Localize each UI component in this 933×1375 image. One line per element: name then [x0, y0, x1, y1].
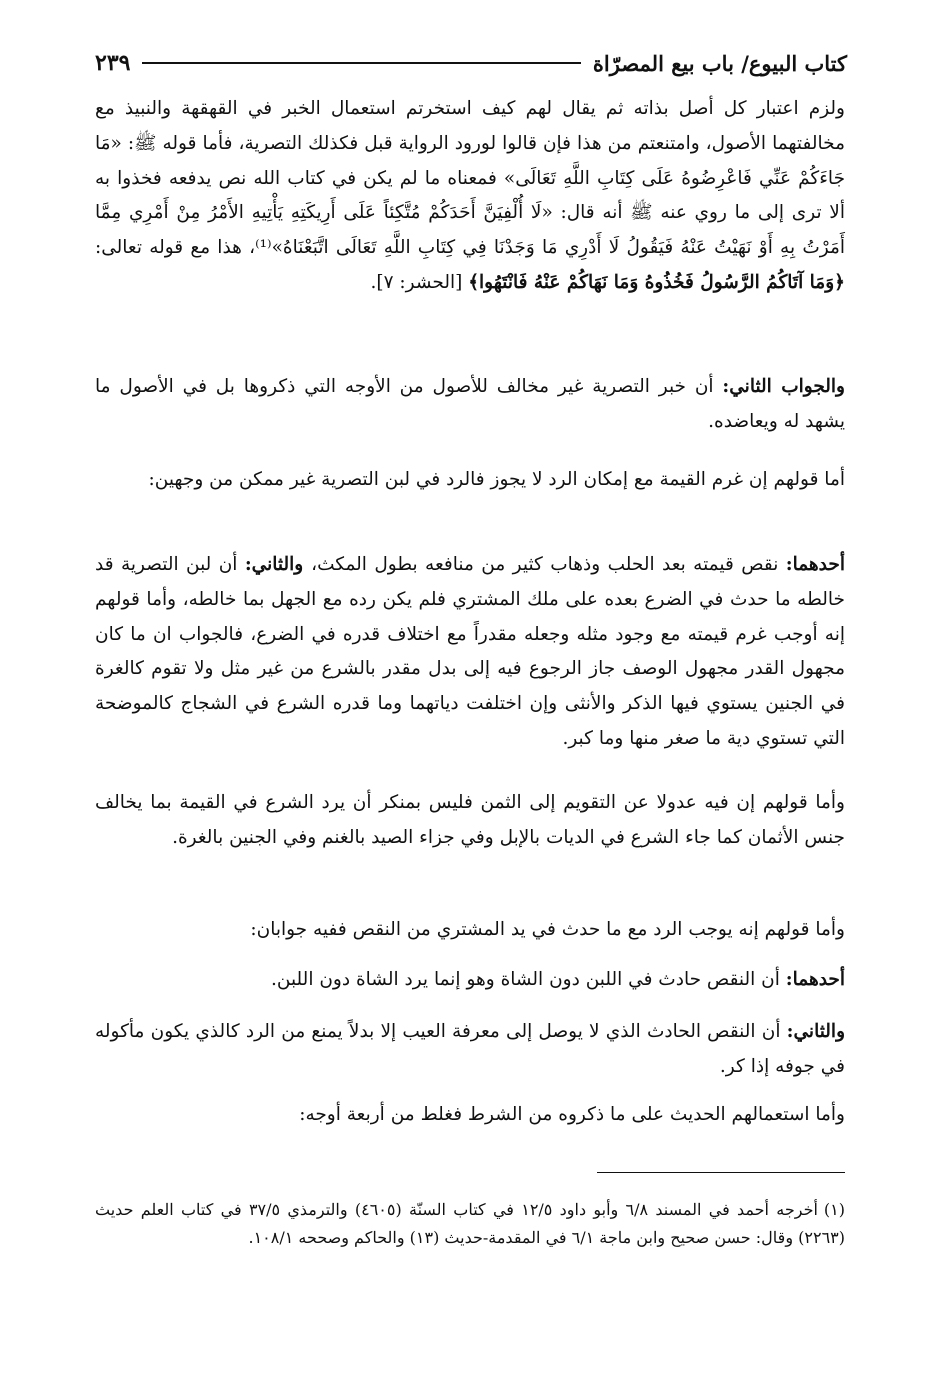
footnote-number: (١): [823, 1200, 846, 1219]
paragraph-lead-second: والثاني:: [244, 554, 312, 575]
paragraph-text: أن النقص حادث في اللبن دون الشاة وهو إنما يرد الشاة دون اللبن.: [271, 969, 786, 990]
paragraph-text: وأما قولهم إنه يوجب الرد مع ما حدث في يد المشتري من النقص ففيه جوابان:: [250, 919, 845, 940]
paragraph-7: [95, 963, 845, 998]
footnote-text: أخرجه أحمد في المسند ٦/٨ وأبو داود ١٢/٥ في كتاب السنّة (٤٦٠٥) والترمذي ٣٧/٥ في كتاب العلم حديث (٢٢٦٣) وقال: حسن صحيح وابن ماجة ٦/١ في المقدمة-حديث (١٣) والحاكم وصححه ١٠٨/١.: [95, 1200, 845, 1247]
paragraph-text: وأما استعمالهم الحديث على ما ذكروه من الشرط فغلط من أربعة أوجه:: [299, 1104, 845, 1125]
paragraph-1: [95, 92, 845, 301]
paragraph-4: [95, 548, 845, 757]
paragraph-text: وأما قولهم إن فيه عدولا عن التقويم إلى الثمن فليس بمنكر أن يرد الشرع في القيمة بما يخالف جنس الأثمان كما جاء الشرع في الديات بالإبل وفي جزاء الصيد بالغنم وفي الجنين بالغرة.: [95, 792, 845, 848]
quran-verse: ﴿وَمَا آتَاكُمُ الرَّسُولُ فَخُذُوهُ وَمَا نَهَاكُمْ عَنْهُ فَانْتَهُوا﴾: [468, 271, 845, 293]
paragraph-text: أما قولهم إن غرم القيمة مع إمكان الرد لا يجوز فالرد في لبن التصرية غير ممكن من وجهين:: [148, 469, 845, 490]
page-header: [95, 46, 847, 80]
paragraph-3: [95, 463, 845, 498]
verse-reference: [الحشر: ٧].: [370, 271, 469, 293]
paragraph-lead: والثاني:: [786, 1021, 845, 1042]
footnote-separator: [597, 1172, 845, 1173]
footnote: [95, 1196, 845, 1252]
paragraph-text-second: أن لبن التصرية قد خالطه ما حدث في الضرع بعده على ملك المشتري فلم يكن رده مع الجهل بما خالطه، وأما قولهم إنه أوجب غرم قيمته مع وجود مثله وجعله مقدراً مع اختلاف قدره في الضرع، فالجواب ان ما كان مجهول القدر مجهول الوصف جاز الرجوع فيه إلى بدل مقدر بالشرع من غير مثل ولا تقوم كالغرة في الجنين يستوي فيها الذكر والأنثى وإن اختلفت دياتهما وما قدره الشرع في الشجاج كالموضحة التي تستوي دية ما صغر منها وما كبر.: [95, 554, 845, 749]
paragraph-9: [130, 1098, 845, 1133]
header-rule: [142, 62, 580, 64]
paragraph-5: [95, 786, 845, 856]
paragraph-lead: أحدهما:: [785, 969, 845, 990]
paragraph-lead: أحدهما:: [785, 554, 845, 575]
running-title: كتاب البيوع/ باب بيع المصرّاة: [592, 50, 847, 76]
paragraph-6: [130, 913, 845, 948]
paragraph-text: نقص قيمته بعد الحلب وذهاب كثير من منافعه بطول المكث،: [311, 554, 786, 575]
paragraph-text: أن خبر التصرية غير مخالف للأصول من الأوجه التي ذكروها بل في الأصول ما يشهد له ويعاضده.: [95, 376, 845, 432]
paragraph-text: ولزم اعتبار كل أصل بذاته ثم يقال لهم كيف استخرتم استعمال الخبر في القهقهة والنبيذ مع مخالفتهما الأصول، وامتنعتم من هذا فإن قالوا لورود الرواية قبل فكذلك التصرية، فأما قوله ﷺ: «مَا جَاءَكُمْ عَنِّي فَاعْرِضُوهُ عَلَى كِتَابِ اللَّهِ تَعَالَى» فمعناه ما لم يكن في كتاب الله نص يدفعه فخذوا به ألا ترى إلى ما روي عنه ﷺ أنه قال: «لَا أُلْفِيَنَّ أَحَدَكُمْ مُتَّكِئاً عَلَى أَرِيكَتِهِ يَأْتِيهِ الأَمْرُ مِنْ أَمْرِي مِمَّا أَمَرْتُ بِهِ أَوْ نَهَيْتُ عَنْهُ فَيَقُولُ لَا أَدْرِي مَا وَجَدْنَا فِي كِتَابِ اللَّهِ تَعَالَى اتَّبَعْنَاهُ»⁽¹⁾، هذا مع قوله تعالى:: [95, 98, 845, 259]
paragraph-2: [95, 370, 845, 440]
paragraph-lead: والجواب الثاني:: [722, 376, 845, 397]
page-number: ٢٣٩: [95, 50, 131, 76]
paragraph-text: أن النقص الحادث الذي لا يوصل إلى معرفة العيب إلا بدلاً يمنع من الرد كالذي يكون مأكوله في جوفه إذا كر.: [95, 1021, 845, 1077]
paragraph-8: [95, 1015, 845, 1085]
